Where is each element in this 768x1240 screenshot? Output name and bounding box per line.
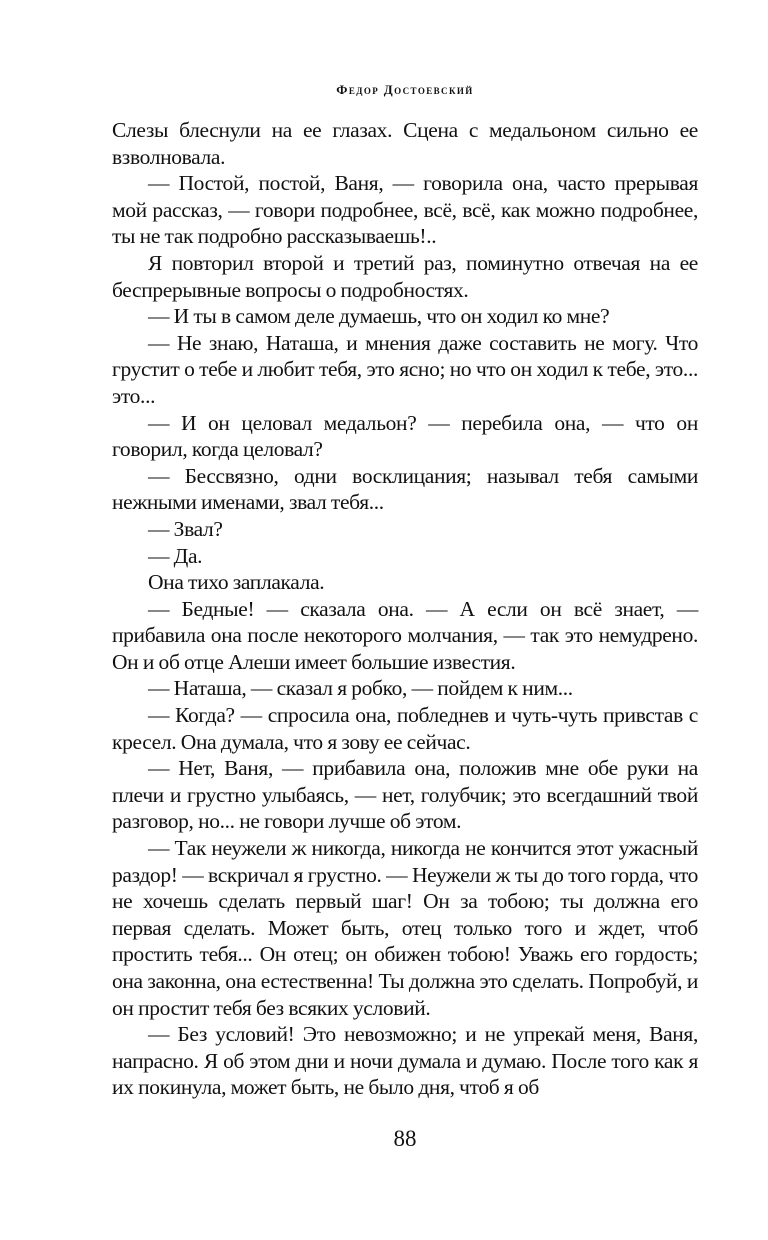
paragraph: — Не знаю, Наташа, и мнения даже составить не могу. Что грустит о тебе и любит тебя, это ясно; но что он ходил к тебе, это... это... [112, 330, 698, 408]
body-text [112, 117, 698, 1101]
paragraph: — Бессвязно, одни восклицания; называл тебя самыми нежными именами, звал тебя... [112, 463, 698, 515]
book-page [112, 0, 698, 1240]
page-number: 88 [393, 1126, 417, 1151]
paragraph: — И он целовал медальон? — перебила она, — что он говорил, когда целовал? [112, 410, 698, 462]
paragraph: — Наташа, — сказал я робко, — пойдем к ним... [148, 676, 573, 701]
paragraph: Я повторил второй и третий раз, поминутно отвечая на ее беспрерывные вопросы о подробностях. [112, 250, 698, 302]
paragraph: — Звал? [148, 516, 223, 541]
paragraph: — Постой, постой, Ваня, — говорила она, часто прерывая мой рассказ, — говори подробнее, всё, всё, как можно подробнее, ты не так подробно рассказываешь!.. [112, 171, 698, 249]
paragraph: — Нет, Ваня, — прибавила она, положив мне обе руки на плечи и грустно улыбаясь, — нет, голубчик; это всегдашний твой разговор, но... не говори лучше об этом. [112, 756, 698, 834]
paragraph: Она тихо заплакала. [148, 570, 325, 595]
paragraph: — Да. [148, 543, 203, 568]
running-header: Федор Достоевский [336, 82, 474, 97]
paragraph: — Без условий! Это невозможно; и не упрекай меня, Ваня, напрасно. Я об этом дни и ночи думала и думаю. После того как я их покинула, может быть, не было дня, чтоб я об [112, 1022, 698, 1100]
paragraph: — Когда? — спросила она, побледнев и чуть-чуть привстав с кресел. Она думала, что я зову ее сейчас. [112, 703, 698, 754]
paragraph: Слезы блеснули на ее глазах. Сцена с медальоном сильно ее взволновала. [112, 118, 698, 169]
paragraph: — И ты в самом деле думаешь, что он ходил ко мне? [148, 304, 610, 329]
paragraph: — Бедные! — сказала она. — А если он всё знает, — прибавила она после некоторого молчания, — так это немудрено. Он и об отце Алеши имеет большие известия. [112, 596, 698, 674]
paragraph: — Так неужели ж никогда, никогда не кончится этот ужасный раздор! — вскричал я грустно. — Неужели ж ты до того горда, что не хочешь сделать первый шаг! Он за тобою; ты должна его первая сделать. Может быть, отец только того и ждет, чтоб простить тебя... Он отец; он обижен тобою! Уважь его гордость; она законна, она естественна! Ты должна это сделать. Попробуй, и он простит тебя без всяких условий. [112, 836, 698, 1020]
